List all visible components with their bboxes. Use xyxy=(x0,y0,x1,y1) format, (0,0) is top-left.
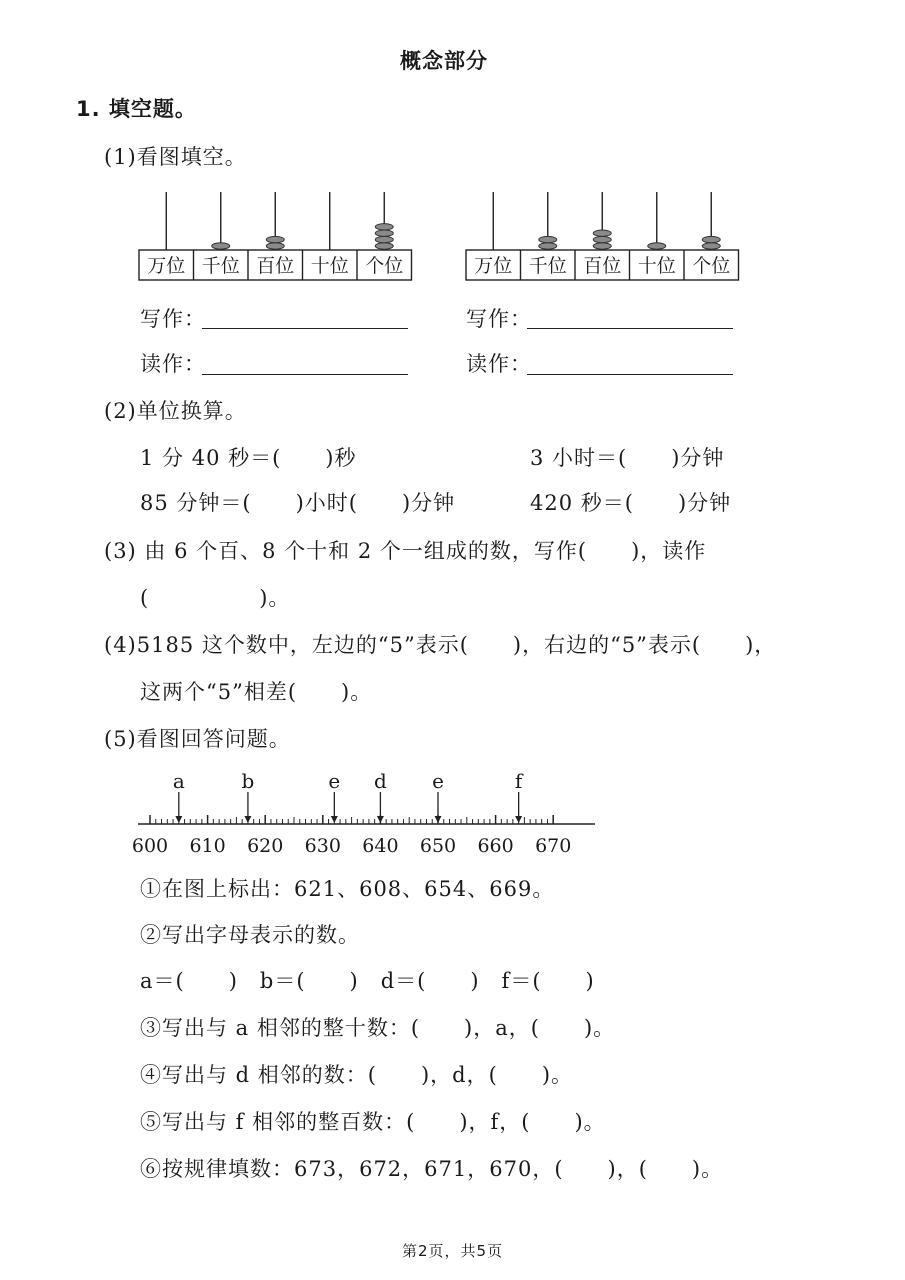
place-label-right-2: 百位 xyxy=(583,255,622,277)
marker-arrowhead xyxy=(515,816,522,823)
abacus-bead xyxy=(593,243,611,249)
tick-label: 600 xyxy=(131,835,169,857)
tick-label: 610 xyxy=(189,835,226,857)
abacus-bead xyxy=(648,243,666,249)
place-label-left-0: 万位 xyxy=(147,255,186,277)
abacus-bead xyxy=(702,243,720,249)
marker-label-f: f xyxy=(514,769,523,793)
tick-label: 620 xyxy=(247,835,284,857)
marker-arrowhead xyxy=(244,816,251,823)
marker-arrowhead xyxy=(435,816,442,823)
abacus-left xyxy=(138,190,413,290)
abacus-bead xyxy=(266,243,284,249)
number-line xyxy=(130,768,610,858)
marker-label-e: e xyxy=(432,769,444,793)
place-label-right-1: 千位 xyxy=(528,255,567,277)
place-label-right-4: 个位 xyxy=(692,255,731,277)
q1-heading: (1)看图填空。 xyxy=(104,145,247,169)
abacus-bead xyxy=(375,230,393,236)
marker-label-a: a xyxy=(172,769,185,793)
place-label-right-0: 万位 xyxy=(474,255,513,277)
write-blank-left[interactable] xyxy=(202,328,408,329)
marker-arrowhead xyxy=(175,816,182,823)
place-label-left-2: 百位 xyxy=(256,255,295,277)
tick-label: 670 xyxy=(535,835,572,857)
marker-label-e: e xyxy=(328,769,341,793)
abacus-bead xyxy=(375,236,393,242)
write-blank-right[interactable] xyxy=(527,328,733,329)
read-label-left: 读作： xyxy=(140,352,206,376)
place-label-left-4: 个位 xyxy=(365,255,404,277)
place-label-right-3: 十位 xyxy=(637,255,676,277)
q5-s2: ②写出字母表示的数。 xyxy=(140,923,360,947)
q5-s2-answers: a＝( ) b＝( ) d＝( ) f＝( ) xyxy=(140,969,595,993)
tick-label: 640 xyxy=(362,835,399,857)
read-blank-left[interactable] xyxy=(202,374,408,375)
tick-label: 630 xyxy=(304,835,341,857)
place-label-left-3: 十位 xyxy=(310,255,349,277)
read-blank-right[interactable] xyxy=(527,374,733,375)
write-label-left: 写作： xyxy=(140,307,206,331)
abacus-bead xyxy=(266,236,284,242)
q2-heading: (2)单位换算。 xyxy=(104,399,247,423)
q5-heading: (5)看图回答问题。 xyxy=(104,727,291,751)
q5-s5: ⑤写出与 f 相邻的整百数：( )，f，( )。 xyxy=(140,1110,606,1134)
page-title: 概念部分 xyxy=(400,49,488,73)
q5-s4: ④写出与 d 相邻的数：( )，d，( )。 xyxy=(140,1063,574,1087)
q3-line2: ( )。 xyxy=(140,586,291,610)
marker-label-b: b xyxy=(241,769,255,793)
q3-line1: (3) 由 6 个百、8 个十和 2 个一组成的数，写作( )，读作 xyxy=(104,539,707,563)
q5-s3: ③写出与 a 相邻的整十数：( )，a，( )。 xyxy=(140,1016,616,1040)
tick-label: 650 xyxy=(419,835,457,857)
q2-row1-right: 3 小时＝( )分钟 xyxy=(530,446,725,470)
abacus-bead xyxy=(702,236,720,242)
abacus-bead xyxy=(212,243,230,249)
tick-label: 660 xyxy=(477,835,514,857)
abacus-bead xyxy=(375,224,393,230)
q4-line2: 这两个“5”相差( )。 xyxy=(140,680,373,704)
q4-line1: (4)5185 这个数中，左边的“5”表示( )，右边的“5”表示( )， xyxy=(104,633,777,657)
abacus-bead xyxy=(593,236,611,242)
abacus-right xyxy=(465,190,740,290)
place-label-left-1: 千位 xyxy=(201,255,240,277)
section-heading: 1. 填空题。 xyxy=(76,97,197,121)
marker-arrowhead xyxy=(331,816,338,823)
abacus-bead xyxy=(593,230,611,236)
q5-s6: ⑥按规律填数：673，672，671，670，( )，( )。 xyxy=(140,1157,724,1181)
abacus-bead xyxy=(375,243,393,249)
read-label-right: 读作： xyxy=(466,352,532,376)
q2-row1-left: 1 分 40 秒＝( )秒 xyxy=(140,446,357,470)
abacus-bead xyxy=(539,243,557,249)
marker-arrowhead xyxy=(377,816,384,823)
q2-row2-left: 85 分钟＝( )小时( )分钟 xyxy=(140,491,456,515)
q5-s1: ①在图上标出：621、608、654、669。 xyxy=(140,877,555,901)
write-label-right: 写作： xyxy=(466,307,532,331)
page-footer: 第2页，共5页 xyxy=(402,1242,504,1260)
marker-label-d: d xyxy=(373,769,387,793)
q2-row2-right: 420 秒＝( )分钟 xyxy=(530,491,732,515)
abacus-bead xyxy=(539,236,557,242)
